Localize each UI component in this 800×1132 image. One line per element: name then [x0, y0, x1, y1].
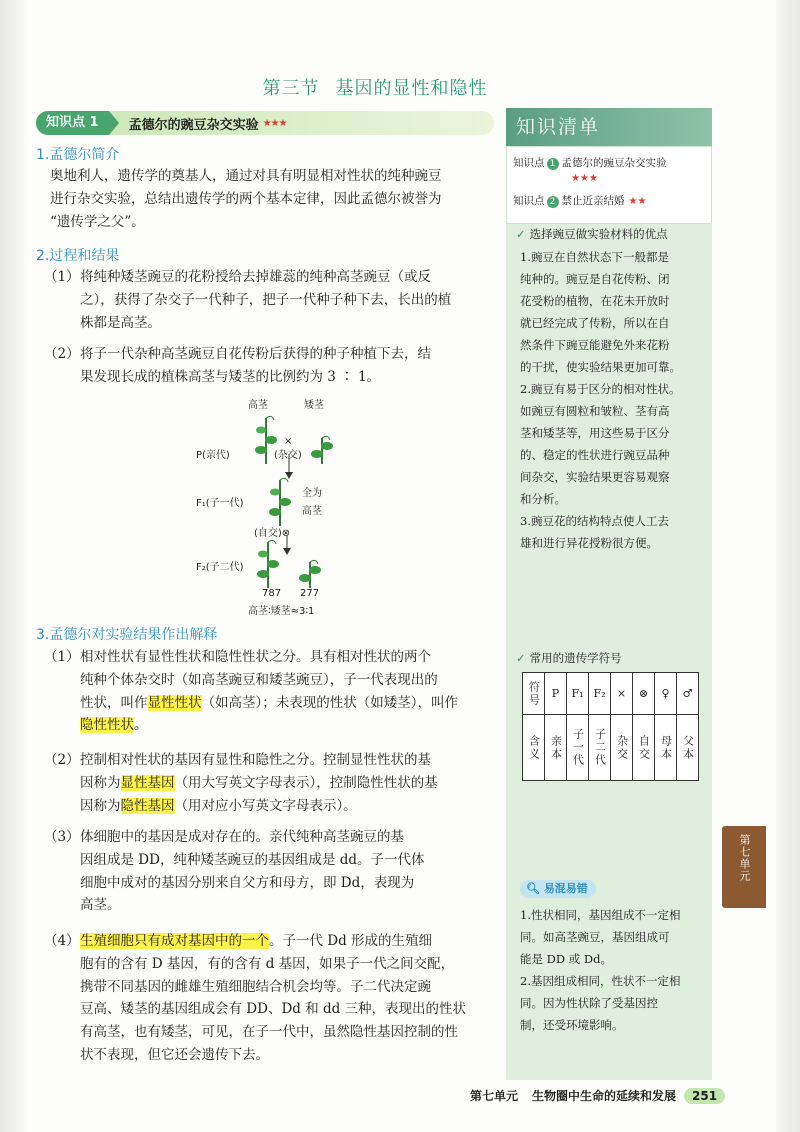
text-span: 因称为 [80, 797, 121, 814]
text-line: 同。因为性状除了受基因控 [520, 996, 658, 1010]
cell-text: 子二代 [593, 728, 607, 767]
text-line: 进行杂交实验，总结出遗传学的两个基本定律，因此孟德尔被誉为 [50, 190, 442, 207]
check-circle-icon: ✓ [516, 227, 526, 241]
text-line: 将纯种矮茎豌豆的花粉授给去掉雄蕊的纯种高茎豌豆（或反 [80, 269, 431, 285]
page-number: 251 [684, 1088, 725, 1104]
text-line [80, 692, 496, 715]
text-span: （用对应小写英文字母表示）。 [174, 797, 357, 814]
page-footer [470, 1087, 725, 1104]
table-cell [677, 715, 699, 781]
text-span: 。 [134, 717, 148, 734]
text-line: 胞有的含有 D 基因，有的含有 d 基因，如果子一代之间交配， [80, 955, 455, 972]
symbols-row [523, 673, 699, 715]
text-line: 同。如高茎豌豆，基因组成可 [520, 930, 670, 944]
difficulty-stars: ★★ [628, 196, 647, 207]
table-cell [523, 673, 545, 715]
text-line: 携带不同基因的雌雄生殖细胞结合机会均等。子二代决定豌 [80, 978, 431, 995]
text-span: 性状，叫作 [80, 694, 148, 711]
ratio-label: 高茎∶矮茎≈3∶1 [248, 606, 315, 617]
knowledge-list-item [513, 193, 646, 208]
text-line [80, 930, 496, 953]
number-badge: 1 [547, 158, 559, 170]
text-line: 能是 DD 或 Dd。 [520, 952, 612, 966]
knowledge-point-title: 孟德尔的豌豆杂交实验 [128, 117, 259, 133]
f2-short-count: 277 [300, 588, 320, 599]
text-span: 。子一代 Dd 形成的生殖细 [269, 933, 433, 949]
mendel-intro-text [50, 165, 496, 233]
highlight-dominant-gene: 显性基因 [120, 774, 175, 791]
table-cell: F₁ [567, 673, 589, 715]
number-badge: 2 [547, 196, 559, 208]
text-span: （用大写英文字母表示），控制隐性性状的基 [174, 774, 438, 791]
cell-text: 子一代 [571, 728, 585, 767]
text-line: 2.豌豆有易于区分的相对性状。 [520, 382, 681, 396]
text-line: 控制相对性状的基因有显性和隐性之分。控制显性性状的基 [80, 752, 431, 768]
text-line: 3.豌豆花的结构特点使人工去 [520, 514, 669, 528]
text-line [80, 795, 496, 818]
item-number: （1） [44, 649, 80, 665]
sub-heading-text: 常用的遗传学符号 [529, 651, 622, 665]
explanation-item-1 [44, 646, 496, 737]
cell-text: 父本 [681, 734, 695, 761]
text-line: 就已经完成了传粉，所以在自 [520, 316, 670, 330]
pea-advantages-text [520, 246, 702, 554]
heading-mendel-intro: 1.孟德尔简介 [36, 147, 120, 163]
item-number: （4） [44, 933, 80, 949]
section-name: 基因的显性和隐性 [335, 78, 488, 99]
item-number: （2） [44, 346, 80, 362]
confusion-text [520, 904, 702, 1036]
text-line: 因组成是 DD，纯种矮茎豌豆的基因组成是 dd。子一代体 [80, 851, 425, 868]
meanings-row [523, 715, 699, 781]
heading-process-results: 2.过程和结果 [36, 248, 120, 264]
text-line: 的、稳定的性状进行豌豆品种 [520, 448, 670, 462]
table-cell [545, 715, 567, 781]
spine-shadow [0, 0, 30, 1132]
check-circle-icon: ✓ [516, 651, 526, 665]
text-line: 将子一代杂种高茎豌豆自花传粉后获得的种子种植下去，结 [80, 346, 431, 362]
text-span: 因称为 [80, 774, 121, 791]
sub-heading-text: 选择豌豆做实验材料的优点 [529, 227, 668, 241]
f2-label: F₂(子二代) [196, 562, 244, 573]
tag-text: 易混易错 [543, 882, 588, 895]
text-line: 细胞中成对的基因分别来自父方和母方，即 Dd，表现为 [80, 874, 415, 891]
text-line: 间杂交，实验结果更容易观察 [520, 470, 670, 484]
text-line: 高茎。 [80, 897, 121, 914]
text-line: 之），获得了杂交子一代种子，把子一代种子种下去，长出的植 [80, 291, 452, 308]
text-line: 状不表现，但它还会遗传下去。 [80, 1046, 269, 1063]
table-cell: F₂ [589, 673, 611, 715]
process-item-2 [44, 343, 496, 389]
cell-text: 自交 [637, 734, 651, 761]
arrow-down-icon [282, 536, 292, 556]
text-line: 果发现长成的植株高茎与矮茎的比例约为 3 ∶ 1。 [80, 368, 381, 385]
genetic-symbols-table [522, 672, 699, 781]
text-line: 花受粉的植物，在花未开放时 [520, 294, 670, 308]
f1-note: 高茎 [302, 506, 322, 517]
f2-short-pea-plant-icon [298, 556, 322, 588]
cell-text: 含义 [527, 734, 541, 761]
table-cell: × [611, 673, 633, 715]
text-line: 有高茎，也有矮茎，可见，在子一代中，虽然隐性基因控制的性 [80, 1024, 458, 1041]
p-generation-label: P(亲代) [196, 450, 230, 461]
unit-tab-text: 第七单元 [738, 834, 751, 882]
cross-label: (杂交) [274, 450, 302, 461]
text-line: “遗传学之父”。 [50, 213, 145, 230]
text-line: 和分析。 [520, 492, 566, 506]
process-item-1 [44, 266, 496, 334]
table-cell [633, 715, 655, 781]
genetic-symbols-heading [516, 650, 622, 666]
section-title [245, 74, 505, 100]
text-line: 雄和进行异花授粉很方便。 [520, 536, 658, 550]
explanation-item-4 [44, 930, 496, 1067]
table-cell [655, 715, 677, 781]
difficulty-stars: ★★★ [262, 117, 287, 129]
text-line: 的干扰，使实验结果更加可靠。 [520, 360, 681, 374]
short-pea-plant-icon [310, 432, 334, 464]
item-number: （3） [44, 829, 80, 845]
cell-text: 杂交 [615, 734, 629, 761]
f1-note: 全为 [302, 488, 322, 499]
table-cell: ⊗ [633, 673, 655, 715]
knowledge-prefix: 知识点 [513, 195, 545, 207]
table-cell [567, 715, 589, 781]
footer-unit: 第七单元 [470, 1089, 519, 1103]
text-line: 相对性状有显性性状和隐性性状之分。具有相对性状的两个 [80, 649, 431, 665]
knowledge-sidebar [506, 108, 712, 1080]
footer-subtitle: 生物圈中生命的延续和发展 [532, 1089, 677, 1103]
knowledge-list [506, 146, 712, 224]
table-cell: ♂ [677, 673, 699, 715]
pea-cross-figure [192, 396, 352, 618]
confusion-tag [520, 880, 596, 898]
text-line [80, 714, 496, 737]
text-line: 株都是高茎。 [80, 314, 161, 331]
text-line: 然条件下豌豆能避免外来花粉 [520, 338, 670, 352]
knowledge-point-tag: 知识点 1 [36, 111, 109, 135]
f2-tall-count: 787 [262, 588, 282, 599]
text-line: 1.豌豆在自然状态下一般都是 [520, 250, 669, 264]
difficulty-stars: ★★★ [571, 173, 598, 184]
pea-advantages-heading [516, 226, 668, 242]
highlight-germ-cell: 生殖细胞只有成对基因中的一个 [80, 933, 269, 949]
text-line: 2.基因组成相同，性状不一定相 [520, 974, 681, 988]
unit-tab [722, 826, 766, 908]
magnifier-icon: 🔍︎ [526, 882, 540, 895]
knowledge-title: 禁止近亲结婚 [561, 195, 625, 207]
text-line: 奥地利人，遗传学的奠基人，通过对具有明显相对性状的纯种豌豆 [50, 168, 442, 184]
explanation-item-2 [44, 749, 496, 817]
cell-text: 亲本 [549, 734, 563, 761]
text-line: 纯种个体杂交时（如高茎豌豆和矮茎豌豆），子一代表现出的 [80, 671, 438, 688]
knowledge-list-item [513, 155, 667, 170]
tall-label: 高茎 [248, 400, 268, 411]
short-label: 矮茎 [304, 400, 324, 411]
cross-mark: × [284, 436, 293, 447]
table-cell [589, 715, 611, 781]
text-line: 如豌豆有圆粒和皱粒、茎有高 [520, 404, 670, 418]
page-edge [776, 0, 800, 1132]
knowledge-point-bar [36, 111, 494, 135]
section-number: 第三节 [262, 78, 320, 99]
f2-tall-pea-plant-icon [256, 538, 280, 588]
text-span: （如高茎）；未表现的性状（如矮茎），叫作 [201, 694, 458, 711]
explanation-item-3 [44, 826, 496, 917]
text-line: 茎和矮茎等，用这些易于区分 [520, 426, 670, 440]
tall-pea-plant-icon [254, 414, 278, 464]
highlight-recessive-gene: 隐性基因 [120, 797, 175, 814]
table-cell: ♀ [655, 673, 677, 715]
cell-text: 母本 [659, 734, 673, 761]
text-line [80, 772, 496, 795]
text-line: 制，还受环境影响。 [520, 1018, 624, 1032]
f1-label: F₁(子一代) [196, 498, 244, 509]
knowledge-prefix: 知识点 [513, 157, 545, 169]
table-cell: P [545, 673, 567, 715]
knowledge-title: 孟德尔的豌豆杂交实验 [561, 157, 667, 169]
text-line: 体细胞中的基因是成对存在的。亲代纯种高茎豌豆的基 [80, 829, 404, 845]
highlight-dominant-trait: 显性性状 [147, 694, 202, 711]
table-cell [523, 715, 545, 781]
highlight-recessive-trait: 隐性性状 [80, 717, 134, 734]
item-number: （2） [44, 752, 80, 768]
cell-text: 符号 [527, 680, 541, 707]
heading-explanation: 3.孟德尔对实验结果作出解释 [36, 627, 218, 643]
text-line: 1.性状相同，基因组成不一定相 [520, 908, 681, 922]
self-cross-label: (自交)⊗ [254, 528, 291, 539]
text-line: 豆高、矮茎的基因组成会有 DD、Dd 和 dd 三种，表现出的性状 [80, 1001, 467, 1018]
text-line: 纯种的。豌豆是自花传粉、闭 [520, 272, 670, 286]
sidebar-header: 知识清单 [506, 108, 712, 146]
table-cell [611, 715, 633, 781]
f1-pea-plant-icon [268, 476, 292, 526]
item-number: （1） [44, 269, 80, 285]
